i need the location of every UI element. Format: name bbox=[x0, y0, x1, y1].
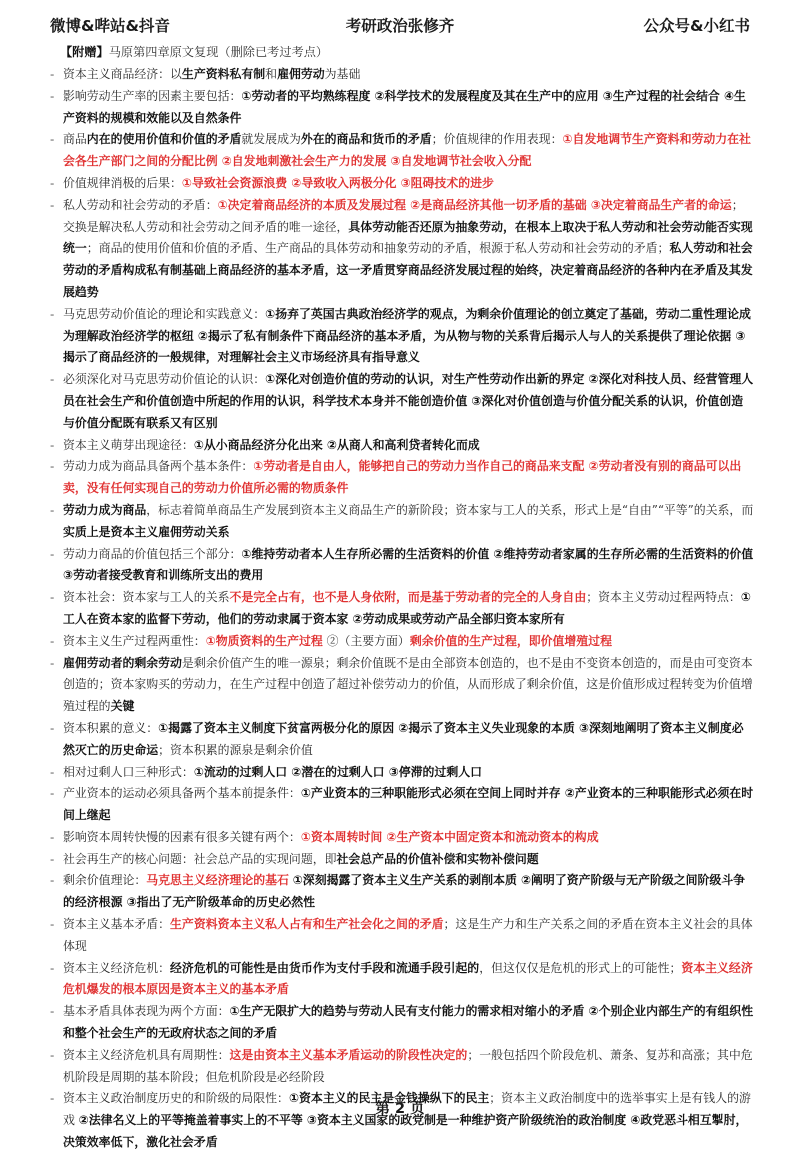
plain-text: ，标志着简单商品生产发展到资本主义商品生产的新阶段；资本家与工人的关系，形式上是“自由”“平等”的关系，而 bbox=[146, 502, 754, 517]
plain-text: 马克思劳动价值论的理论和实践意义： bbox=[63, 306, 266, 321]
plain-text: 劳动力成为商品具备两个基本条件： bbox=[63, 459, 254, 474]
subtitle-text: 马原第四章原文复现（删除已考过考点） bbox=[108, 45, 329, 59]
plain-text: 资本主义经济危机： bbox=[63, 960, 171, 975]
list-item bbox=[50, 762, 754, 784]
plain-text: 资本主义政治制度历史的和阶级的局限性： bbox=[63, 1091, 289, 1106]
plain-text: ；资本主义政治制度中的选举事实上是有钱人的游戏 bbox=[63, 1091, 751, 1128]
plain-text: ；交换是解决私人劳动和社会劳动之间矛盾的唯一途径， bbox=[63, 197, 744, 234]
list-item bbox=[50, 64, 754, 86]
highlight-text: 剩余价值的生产过程，即价值增殖过程 bbox=[409, 633, 612, 648]
plain-text: 为基础 bbox=[324, 67, 361, 81]
header-social-right: 公众号&小红书 bbox=[643, 17, 750, 35]
bold-text: 内在的使用价值和价值的矛盾 bbox=[86, 132, 242, 147]
bold-text: 社会总产品的价值补偿和实物补偿问题 bbox=[336, 851, 539, 866]
plain-text: 产业资本的运动必须具备两个基本前提条件： bbox=[63, 786, 301, 801]
plain-text: 私人劳动和社会劳动的矛盾： bbox=[63, 197, 218, 212]
page-number: 第 2 页 bbox=[375, 1101, 425, 1117]
list-item bbox=[50, 914, 754, 958]
bold-text: ①深刻揭露了资本主义生产关系的剥削本质 ②阐明了资产阶级与无产阶级之间阶级斗争的经济根源 ③指出了无产阶级革命的历史必然性 bbox=[63, 873, 746, 910]
plain-text: ；价值规律的作用表现： bbox=[431, 132, 563, 147]
bold-text: 雇佣劳动者的剩余劳动 bbox=[63, 655, 182, 670]
plain-text: 资本社会：资本家与工人的关系 bbox=[63, 590, 230, 605]
bold-text: 外在的商品和货币的矛盾 bbox=[300, 132, 432, 147]
list-item bbox=[50, 958, 754, 1002]
highlight-text: ①自发地调节生产资料和劳动力在社会各生产部门之间的分配比例 ②自发地刺激社会生产力的发展 ③自发地调节社会收入分配 bbox=[63, 132, 751, 169]
plain-text: 就发展成为 bbox=[241, 132, 301, 147]
list-item bbox=[50, 870, 754, 914]
list-item bbox=[50, 1001, 754, 1045]
list-item bbox=[50, 783, 754, 827]
plain-text: 资本主义基本矛盾： bbox=[63, 917, 171, 932]
list-item bbox=[50, 304, 754, 369]
plain-text: ；一般包括四个阶段危机、萧条、复苏和高涨；其中危机阶段是周期的基本阶段；但危机阶段是必经阶段 bbox=[63, 1047, 753, 1084]
highlight-text: 马克思主义经济理论的基石 bbox=[146, 873, 289, 888]
bold-text: 关键 bbox=[110, 699, 135, 714]
highlight-text: ①资本周转时间 ②生产资本中固定资本和流动资本的构成 bbox=[300, 829, 599, 844]
list-item bbox=[50, 718, 754, 762]
bold-text: 实质上是资本主义雇佣劳动关系 bbox=[63, 524, 230, 539]
highlight-text: 这是由资本主义基本矛盾运动的阶段性决定的 bbox=[229, 1047, 468, 1062]
bold-text: ①维持劳动者本人生存所必需的生活资料的价值 ②维持劳动者家属的生存所必需的生活资料的价值 ③劳动者接受教育和训练所支出的费用 bbox=[63, 546, 754, 583]
bold-text: ①工人在资本家的监督下劳动，他们的劳动隶属于资本家 ②劳动成果或劳动产品全部归资本家所有 bbox=[63, 590, 751, 626]
bold-text: 劳动力成为商品 bbox=[63, 502, 147, 517]
highlight-text: 资本主义经济危机爆发的根本原因是资本主义的基本矛盾 bbox=[63, 960, 753, 997]
bold-text: ①劳动者的平均熟练程度 ②科学技术的发展程度及其在生产中的应用 ③生产过程的社会结合 ④生产资料的规模和效能以及自然条件 bbox=[63, 88, 746, 125]
plain-text: 社会再生产的核心问题：社会总产品的实现问题，即 bbox=[63, 851, 337, 866]
bold-text: ①流动的过剩人口 ②潜在的过剩人口 ③停滞的过剩人口 bbox=[193, 764, 482, 779]
plain-text: 资本积累的意义： bbox=[63, 720, 159, 735]
bold-text: ①生产无限扩大的趋势与劳动人民有支付能力的需求相对缩小的矛盾 ②个别企业内部生产的有组织性和整个社会生产的无政府状态之间的矛盾 bbox=[63, 1004, 754, 1041]
bold-text: 经济危机的可能性是由货币作为支付手段和流通手段引起的 bbox=[170, 960, 480, 975]
list-item bbox=[50, 544, 754, 588]
plain-text: 价值规律消极的后果： bbox=[63, 175, 182, 190]
plain-text: ；资本主义劳动过程两特点： bbox=[586, 590, 741, 605]
list-item bbox=[50, 195, 754, 304]
list-item bbox=[50, 456, 754, 500]
highlight-text: ①劳动者是自由人，能够把自己的劳动力当作自己的商品来支配 ②劳动者没有别的商品可以出卖，没有任何实现自己的劳动力价值所必需的物质条件 bbox=[63, 459, 742, 496]
list-item bbox=[50, 1045, 754, 1089]
bold-text: 具体劳动能否还原为抽象劳动，在根本上取决于私人劳动和社会劳动能否实现统一 bbox=[63, 219, 753, 256]
plain-text: 基本矛盾具体表现为两个方面： bbox=[63, 1004, 230, 1019]
list-item bbox=[50, 129, 754, 173]
highlight-text: ①导致社会资源浪费 ②导致收入两极分化 ③阻碍技术的进步 bbox=[181, 175, 494, 190]
bold-text: ①揭露了资本主义制度下贫富两极分化的原因 ②揭示了资本主义失业现象的本质 ③深刻地阐明了资本主义制度必然灭亡的历史命运 bbox=[63, 720, 744, 757]
plain-text: 剩余价值理论： bbox=[63, 873, 147, 888]
header-title: 考研政治张修齐 bbox=[345, 17, 455, 35]
section-subtitle bbox=[60, 43, 328, 60]
plain-text: 和 bbox=[265, 67, 278, 81]
plain-text: ；这是生产力和生产关系之间的矛盾在资本主义社会的具体体现 bbox=[63, 917, 753, 953]
highlight-text: 不是完全占有，也不是人身依附，而是基于劳动者的完全的人身自由 bbox=[229, 590, 587, 605]
plain-text: 影响资本周转快慢的因素有很多关键有两个： bbox=[63, 829, 301, 844]
plain-text: 商品 bbox=[63, 132, 87, 147]
page-header bbox=[50, 14, 750, 38]
highlight-text: 生产资料资本主义私人占有和生产社会化之间的矛盾 bbox=[170, 917, 444, 932]
list-item bbox=[50, 587, 754, 631]
list-item bbox=[50, 369, 754, 434]
bold-text: ①资本主义的民主是金钱操纵下的民主 bbox=[288, 1091, 490, 1106]
plain-text: 资本主义经济危机具有周期性： bbox=[63, 1047, 230, 1062]
plain-text: 资本主义生产过程两重性： bbox=[63, 633, 206, 648]
list-item bbox=[50, 849, 754, 871]
plain-text: 劳动力商品的价值包括三个部分： bbox=[63, 546, 242, 561]
bold-text: 私人劳动和社会劳动的矛盾构成私有制基础上商品经济的基本矛盾，这一矛盾贯穿商品经济发展过程的始终，决定着商品经济的各种内在矛盾及其发展趋势 bbox=[63, 241, 753, 299]
header-social-left: 微博&哔站&抖音 bbox=[50, 17, 171, 35]
list-item bbox=[50, 435, 754, 457]
plain-text: ，但这仅仅是危机的形式上的可能性； bbox=[479, 960, 682, 975]
list-item bbox=[50, 86, 754, 130]
subtitle-tag: 【附赠】 bbox=[60, 45, 109, 59]
plain-text: ；资本积累的源泉是剩余价值 bbox=[158, 742, 313, 757]
plain-text: 影响劳动生产率的因素主要包括： bbox=[63, 88, 242, 103]
bold-text: 生产资料私有制 bbox=[181, 67, 266, 81]
highlight-text: ①决定着商品经济的本质及发展过程 ②是商品经济其他一切矛盾的基础 ③决定着商品生产者的命运 bbox=[217, 197, 732, 212]
highlight-text: ①物质资料的生产过程 bbox=[205, 633, 323, 648]
bullet-list bbox=[50, 64, 754, 1154]
bold-text: ①深化对创造价值的劳动的认识，对生产性劳动作出新的界定 ②深化对科技人员、经营管理人员在社会生产和价值创造中所起的作用的认识，科学技术本身并不能创造价值 ③深化对价值创造与价值分配关系的认识，价值创造与价值分配既有联系又有区别 bbox=[63, 372, 754, 430]
list-item bbox=[50, 653, 754, 718]
plain-text: ②（主要方面） bbox=[322, 633, 410, 648]
bold-text: 雇佣劳动 bbox=[277, 67, 325, 81]
plain-text: 资本主义商品经济：以 bbox=[63, 67, 182, 81]
list-item bbox=[50, 827, 754, 849]
list-item bbox=[50, 500, 754, 544]
bold-text: ②法律名义上的平等掩盖着事实上的不平等 ③资本主义国家的政党制是一种维护资产阶级统治的政治制度 ④政党恶斗相互掣肘，决策效率低下，激化社会矛盾 bbox=[63, 1113, 748, 1150]
bold-text: ①产业资本的三种职能形式必须在空间上同时并存 ②产业资本的三种职能形式必须在时间上继起 bbox=[63, 786, 754, 823]
plain-text: 资本主义萌芽出现途径： bbox=[63, 437, 194, 452]
plain-text: 是剩余价值产生的唯一源泉；剩余价值既不是由全部资本创造的，也不是由不变资本创造的，而是由可变资本创造的；资本家购买的劳动力，在生产过程中创造了超过补偿劳动力的价值，从而形成了剩余价值，这是价值形成过程转变为价值增殖过程的 bbox=[63, 655, 753, 714]
list-item bbox=[50, 631, 754, 653]
plain-text: ；商品的使用价值和价值的矛盾、生产商品的具体劳动和抽象劳动的矛盾，根源于私人劳动和社会劳动的矛盾； bbox=[86, 241, 670, 256]
plain-text: 必须深化对马克思劳动价值论的认识： bbox=[63, 372, 266, 387]
plain-text: 相对过剩人口三种形式： bbox=[63, 764, 194, 779]
bold-text: ①扬弃了英国古典政治经济学的观点，为剩余价值理论的创立奠定了基础，劳动二重性理论成为理解政治经济学的枢纽 ②揭示了私有制条件下商品经济的基本矛盾，为从物与物的关系背后揭示人与人的关系提供了理论依据 ③揭示了商品经济的一般规律，对理解社会主义市场经济具有指导意义 bbox=[63, 306, 751, 365]
bold-text: ①从小商品经济分化出来 ②从商人和高利贷者转化而成 bbox=[193, 437, 480, 452]
list-item bbox=[50, 173, 754, 195]
